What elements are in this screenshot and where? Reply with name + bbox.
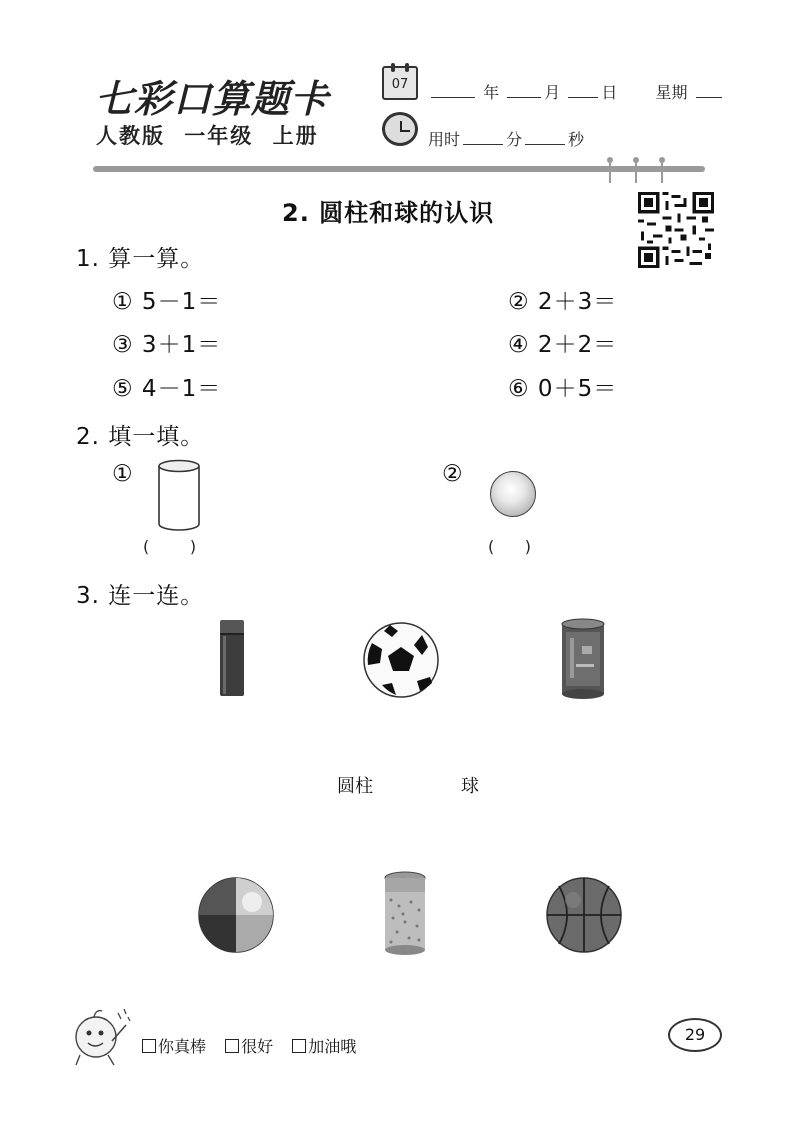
seconds-label: 秒 [568, 130, 585, 149]
month-label: 月 [544, 83, 561, 102]
checkbox[interactable] [292, 1039, 306, 1053]
brand-title: 七彩口算题卡 [95, 77, 330, 121]
sphere-icon [490, 471, 536, 517]
rating-option-great[interactable] [142, 1037, 206, 1056]
minutes-label: 分 [506, 130, 523, 149]
problem-2: ② 2＋3＝ [508, 289, 618, 315]
problem-3: ③ 3＋1＝ [112, 332, 222, 358]
time-fields [428, 127, 584, 150]
checkbox[interactable] [225, 1039, 239, 1053]
rating-label: 很好 [241, 1037, 274, 1056]
clock-icon [382, 112, 418, 146]
date-fields [428, 80, 725, 103]
problem-5: ⑤ 4－1＝ [112, 376, 222, 402]
day-label: 日 [601, 83, 618, 102]
pin-icon [607, 157, 613, 183]
year-label: 年 [483, 83, 500, 102]
weekday-label: 星期 [655, 83, 688, 102]
checkbox[interactable] [142, 1039, 156, 1053]
problem-4: ④ 2＋2＝ [508, 332, 618, 358]
time-prefix-label: 用时 [428, 130, 461, 149]
pin-icon [633, 157, 639, 183]
basketball-icon[interactable] [545, 876, 623, 954]
section-1-title: 1. 算一算。 [76, 246, 205, 272]
cylinder-icon [157, 459, 201, 531]
answer-paren-1[interactable]: ( ) [143, 537, 197, 556]
page-number: 29 [668, 1018, 722, 1052]
label-sphere: 球 [461, 776, 479, 797]
calendar-number: 07 [391, 77, 409, 92]
weekday-blank[interactable] [696, 84, 722, 98]
lesson-title: 2. 圆柱和球的认识 [282, 199, 495, 227]
section-3-title: 3. 连一连。 [76, 583, 205, 609]
fill-item-2-marker: ② [442, 461, 464, 487]
day-blank[interactable] [568, 84, 598, 98]
rating-option-good[interactable] [225, 1037, 273, 1056]
label-cylinder: 圆柱 [337, 776, 373, 797]
header-divider [93, 166, 705, 172]
cylinder-can-icon[interactable] [560, 618, 606, 700]
year-blank[interactable] [431, 84, 475, 98]
beach-ball-icon[interactable] [197, 876, 275, 954]
rating-label: 你真棒 [158, 1037, 207, 1056]
seconds-blank[interactable] [525, 131, 565, 145]
fill-item-1-marker: ① [112, 461, 134, 487]
minutes-blank[interactable] [463, 131, 503, 145]
section-2-title: 2. 填一填。 [76, 424, 205, 450]
problem-1: ① 5－1＝ [112, 289, 222, 315]
soccer-ball-icon[interactable] [362, 621, 440, 699]
thermos-bottle-icon[interactable] [218, 618, 246, 698]
rating-option-keep-going[interactable] [292, 1037, 356, 1056]
cylinder-canister-icon[interactable] [383, 870, 427, 956]
rating-options [142, 1034, 370, 1057]
mascot-icon [68, 1005, 134, 1069]
brand-subtitle: 人教版 一年级 上册 [96, 124, 319, 148]
qr-code-icon[interactable] [638, 192, 714, 268]
pin-icon [659, 157, 665, 183]
rating-label: 加油哦 [308, 1037, 357, 1056]
problem-6: ⑥ 0＋5＝ [508, 376, 618, 402]
answer-paren-2[interactable]: ( ) [488, 537, 531, 556]
month-blank[interactable] [507, 84, 541, 98]
calendar-icon [382, 66, 418, 100]
